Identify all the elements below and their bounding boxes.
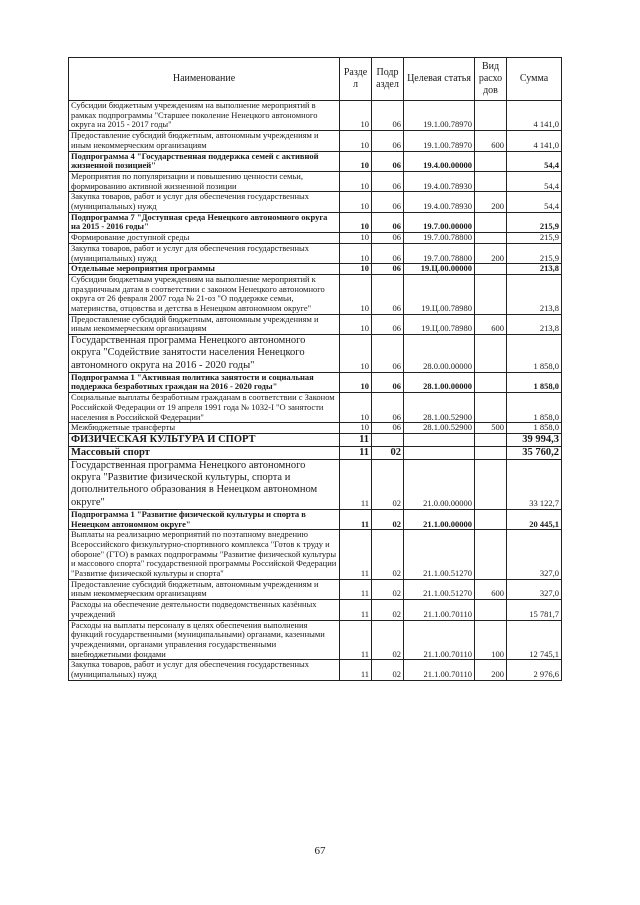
row-vid: 500 xyxy=(475,423,507,434)
row-target: 28.0.00.00000 xyxy=(404,335,475,373)
row-name: Выплаты на реализацию мероприятий по поэтапному внедрению Всероссийского физкультурно-спортивного комплекса "Готов к труду и обороне" (ГТО) в рамках подпрограммы "Развитие физической культуры и массового спорта" государственной программы Российской Федерации "Развитие физической культуры и спорта" xyxy=(69,530,340,580)
table-row xyxy=(69,264,562,275)
row-podrazdel: 06 xyxy=(372,243,404,263)
table-row xyxy=(69,600,562,620)
row-vid xyxy=(475,447,507,460)
row-name: Закупка товаров, работ и услуг для обеспечения государственных (муниципальных) нужд xyxy=(69,243,340,263)
row-vid xyxy=(475,372,507,392)
row-target: 19.Ц.00.00000 xyxy=(404,264,475,275)
row-sum: 54,4 xyxy=(507,192,562,212)
row-sum: 4 141,0 xyxy=(507,131,562,151)
row-podrazdel: 02 xyxy=(372,447,404,460)
row-target: 19.7.00.78800 xyxy=(404,233,475,244)
row-razdel: 10 xyxy=(340,314,372,334)
row-podrazdel: 06 xyxy=(372,101,404,131)
row-target xyxy=(404,434,475,447)
table-header xyxy=(69,58,562,101)
table-row xyxy=(69,620,562,660)
row-podrazdel: 06 xyxy=(372,314,404,334)
row-podrazdel: 06 xyxy=(372,151,404,171)
row-razdel: 10 xyxy=(340,171,372,191)
row-vid: 600 xyxy=(475,131,507,151)
row-vid xyxy=(475,171,507,191)
row-target: 19.4.00.78930 xyxy=(404,192,475,212)
row-target: 28.1.00.00000 xyxy=(404,372,475,392)
row-target: 21.1.00.70110 xyxy=(404,620,475,660)
row-razdel: 10 xyxy=(340,423,372,434)
table-row xyxy=(69,212,562,232)
row-target: 19.Ц.00.78980 xyxy=(404,274,475,314)
header-vid: Вид расхо дов xyxy=(475,58,507,101)
row-target: 21.1.00.00000 xyxy=(404,509,475,529)
row-razdel: 10 xyxy=(340,335,372,373)
row-name: Подпрограмма 1 "Развитие физической культуры и спорта в Ненецком автономном округе" xyxy=(69,509,340,529)
row-sum: 213,8 xyxy=(507,314,562,334)
row-sum: 15 781,7 xyxy=(507,600,562,620)
row-razdel: 10 xyxy=(340,243,372,263)
row-target: 19.7.00.00000 xyxy=(404,212,475,232)
row-vid: 600 xyxy=(475,579,507,599)
table-row xyxy=(69,372,562,392)
table-row xyxy=(69,660,562,680)
table-row xyxy=(69,274,562,314)
row-razdel: 10 xyxy=(340,393,372,423)
row-target: 19.1.00.78970 xyxy=(404,131,475,151)
row-razdel: 11 xyxy=(340,579,372,599)
row-name: Расходы на обеспечение деятельности подведомственных казённых учреждений xyxy=(69,600,340,620)
row-name: Отдельные мероприятия программы xyxy=(69,264,340,275)
header-podrazdel: Подр аздел xyxy=(372,58,404,101)
row-target: 19.4.00.00000 xyxy=(404,151,475,171)
row-vid xyxy=(475,274,507,314)
row-razdel: 10 xyxy=(340,101,372,131)
table-row xyxy=(69,171,562,191)
row-sum: 327,0 xyxy=(507,530,562,580)
row-podrazdel: 02 xyxy=(372,579,404,599)
row-podrazdel xyxy=(372,434,404,447)
row-target xyxy=(404,447,475,460)
budget-page xyxy=(68,57,561,681)
row-sum: 54,4 xyxy=(507,151,562,171)
row-vid xyxy=(475,530,507,580)
budget-table xyxy=(68,57,562,681)
row-razdel: 11 xyxy=(340,620,372,660)
row-razdel: 10 xyxy=(340,131,372,151)
row-name: Предоставление субсидий бюджетным, автономным учреждениям и иным некоммерческим организациям xyxy=(69,314,340,334)
row-razdel: 11 xyxy=(340,447,372,460)
row-name: Закупка товаров, работ и услуг для обеспечения государственных (муниципальных) нужд xyxy=(69,192,340,212)
row-razdel: 10 xyxy=(340,192,372,212)
row-razdel: 10 xyxy=(340,151,372,171)
row-razdel: 10 xyxy=(340,233,372,244)
row-target: 21.1.00.51270 xyxy=(404,579,475,599)
header-name: Наименование xyxy=(69,58,340,101)
row-target: 21.1.00.51270 xyxy=(404,530,475,580)
row-sum: 213,8 xyxy=(507,264,562,275)
table-row xyxy=(69,233,562,244)
row-podrazdel: 02 xyxy=(372,620,404,660)
row-vid: 200 xyxy=(475,192,507,212)
row-name: Субсидии бюджетным учреждениям на выполнение мероприятий в рамках подпрограммы "Старшее поколение Ненецкого автономного округа на 2015 - 2017 годы" xyxy=(69,101,340,131)
row-name: Подпрограмма 7 "Доступная среда Ненецкого автономного округа на 2015 - 2016 годы" xyxy=(69,212,340,232)
row-sum: 4 141,0 xyxy=(507,101,562,131)
row-target: 19.4.00.78930 xyxy=(404,171,475,191)
row-name: Государственная программа Ненецкого автономного округа "Развитие физической культуры, спорта и дополнительного образования в Ненецком автономном округе" xyxy=(69,460,340,510)
row-sum: 215,9 xyxy=(507,212,562,232)
row-vid xyxy=(475,600,507,620)
row-target: 19.Ц.00.78980 xyxy=(404,314,475,334)
row-razdel: 11 xyxy=(340,460,372,510)
row-razdel: 10 xyxy=(340,274,372,314)
table-row xyxy=(69,460,562,510)
row-razdel: 11 xyxy=(340,600,372,620)
table-row xyxy=(69,335,562,373)
row-vid: 100 xyxy=(475,620,507,660)
row-vid xyxy=(475,335,507,373)
row-sum: 327,0 xyxy=(507,579,562,599)
row-name: Подпрограмма 1 "Активная политика занятости и социальная поддержка безработных граждан на 2016 - 2020 годы" xyxy=(69,372,340,392)
row-name: Массовый спорт xyxy=(69,447,340,460)
row-sum: 2 976,6 xyxy=(507,660,562,680)
row-vid xyxy=(475,233,507,244)
row-podrazdel: 06 xyxy=(372,372,404,392)
row-target: 21.1.00.70110 xyxy=(404,660,475,680)
row-podrazdel: 02 xyxy=(372,660,404,680)
row-target: 21.1.00.70110 xyxy=(404,600,475,620)
row-podrazdel: 06 xyxy=(372,131,404,151)
row-sum: 1 858,0 xyxy=(507,393,562,423)
row-sum: 12 745,1 xyxy=(507,620,562,660)
row-sum: 20 445,1 xyxy=(507,509,562,529)
table-row xyxy=(69,314,562,334)
row-sum: 54,4 xyxy=(507,171,562,191)
row-sum: 33 122,7 xyxy=(507,460,562,510)
row-name: Закупка товаров, работ и услуг для обеспечения государственных (муниципальных) нужд xyxy=(69,660,340,680)
row-razdel: 10 xyxy=(340,212,372,232)
row-sum: 35 760,2 xyxy=(507,447,562,460)
row-sum: 213,8 xyxy=(507,274,562,314)
row-podrazdel: 02 xyxy=(372,600,404,620)
row-sum: 1 858,0 xyxy=(507,372,562,392)
row-podrazdel: 06 xyxy=(372,423,404,434)
row-target: 28.1.00.52900 xyxy=(404,423,475,434)
table-row xyxy=(69,243,562,263)
row-target: 28.1.00.52900 xyxy=(404,393,475,423)
row-razdel: 10 xyxy=(340,264,372,275)
row-sum: 215,9 xyxy=(507,243,562,263)
row-name: Субсидии бюджетным учреждениям на выполнение мероприятий к праздничным датам в соответствии с законом Ненецкого автономного округа от 26 февраля 2007 года № 21-оз "О поддержке семьи, материнства, отцовства и детства в Ненецком автономном округе" xyxy=(69,274,340,314)
row-razdel: 11 xyxy=(340,434,372,447)
table-row xyxy=(69,151,562,171)
row-name: Подпрограмма 4 "Государственная поддержка семей с активной жизненной позицией" xyxy=(69,151,340,171)
row-podrazdel: 06 xyxy=(372,233,404,244)
row-sum: 215,9 xyxy=(507,233,562,244)
row-vid xyxy=(475,101,507,131)
row-razdel: 11 xyxy=(340,509,372,529)
row-vid: 600 xyxy=(475,314,507,334)
row-vid xyxy=(475,264,507,275)
row-target: 21.0.00.00000 xyxy=(404,460,475,510)
row-name: Предоставление субсидий бюджетным, автономным учреждениям и иным некоммерческим организациям xyxy=(69,131,340,151)
row-vid: 200 xyxy=(475,243,507,263)
header-razdel: Разде л xyxy=(340,58,372,101)
row-podrazdel: 06 xyxy=(372,192,404,212)
table-row xyxy=(69,192,562,212)
row-razdel: 11 xyxy=(340,660,372,680)
table-row xyxy=(69,509,562,529)
row-target: 19.1.00.78970 xyxy=(404,101,475,131)
row-name: Межбюджетные трансферты xyxy=(69,423,340,434)
row-target: 19.7.00.78800 xyxy=(404,243,475,263)
row-sum: 1 858,0 xyxy=(507,423,562,434)
row-vid xyxy=(475,151,507,171)
row-podrazdel: 02 xyxy=(372,460,404,510)
table-row xyxy=(69,579,562,599)
row-vid xyxy=(475,212,507,232)
row-vid: 200 xyxy=(475,660,507,680)
table-row xyxy=(69,131,562,151)
row-podrazdel: 02 xyxy=(372,509,404,529)
row-name: Формирование доступной среды xyxy=(69,233,340,244)
row-vid xyxy=(475,460,507,510)
row-name: Мероприятия по популяризации и повышению ценности семьи, формированию активной жизненной позиции xyxy=(69,171,340,191)
row-vid xyxy=(475,434,507,447)
row-podrazdel: 06 xyxy=(372,274,404,314)
row-podrazdel: 06 xyxy=(372,393,404,423)
row-vid xyxy=(475,393,507,423)
row-name: ФИЗИЧЕСКАЯ КУЛЬТУРА И СПОРТ xyxy=(69,434,340,447)
row-podrazdel: 06 xyxy=(372,335,404,373)
row-sum: 39 994,3 xyxy=(507,434,562,447)
row-name: Предоставление субсидий бюджетным, автономным учреждениям и иным некоммерческим организациям xyxy=(69,579,340,599)
row-sum: 1 858,0 xyxy=(507,335,562,373)
row-podrazdel: 02 xyxy=(372,530,404,580)
page-number: 67 xyxy=(314,845,326,857)
row-vid xyxy=(475,509,507,529)
row-podrazdel: 06 xyxy=(372,264,404,275)
row-name: Социальные выплаты безработным гражданам в соответствии с Законом Российской Федерации от 19 апреля 1991 года № 1032-I "О занятости населения в Российской Федерации" xyxy=(69,393,340,423)
table-row xyxy=(69,423,562,434)
table-row xyxy=(69,434,562,447)
header-target: Целевая статья xyxy=(404,58,475,101)
table-row xyxy=(69,530,562,580)
row-name: Государственная программа Ненецкого автономного округа "Содействие занятости населения Ненецкого автономного округа на 2016 - 2020 годы" xyxy=(69,335,340,373)
row-razdel: 10 xyxy=(340,372,372,392)
row-razdel: 11 xyxy=(340,530,372,580)
row-podrazdel: 06 xyxy=(372,212,404,232)
header-sum: Сумма xyxy=(507,58,562,101)
table-row xyxy=(69,101,562,131)
row-name: Расходы на выплаты персоналу в целях обеспечения выполнения функций государственными (муниципальными) органами, казенными учреждениями, органами управления государственными внебюджетными фондами xyxy=(69,620,340,660)
table-row xyxy=(69,393,562,423)
table-row xyxy=(69,447,562,460)
row-podrazdel: 06 xyxy=(372,171,404,191)
